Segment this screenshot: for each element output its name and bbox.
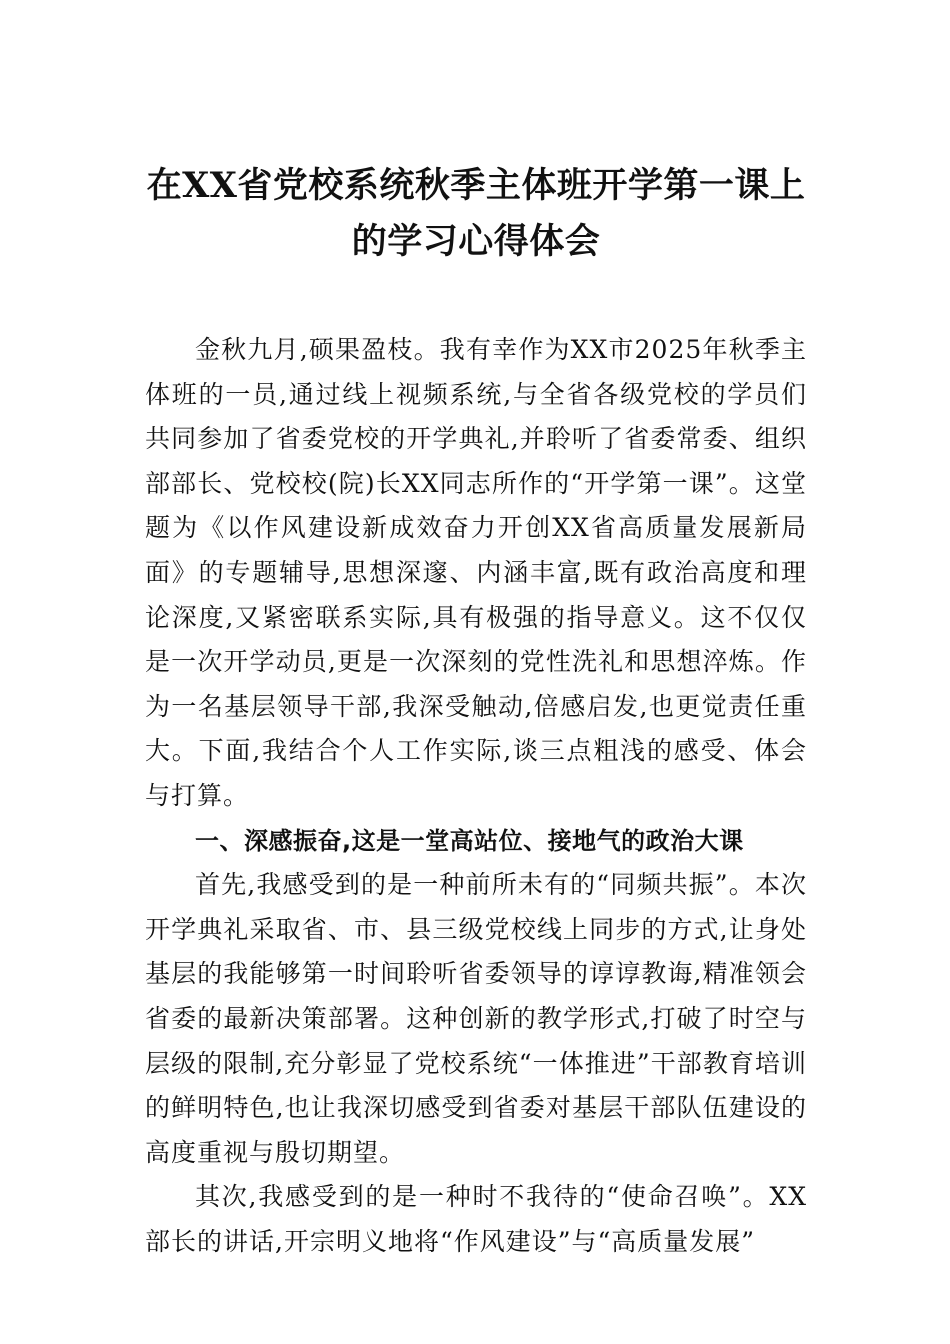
intro-paragraph: 金秋九月,硕果盈枝。我有幸作为XX市2025年秋季主体班的一员,通过线上视频系统,与全省各级党校的学员们共同参加了省委党校的开学典礼,并聆听了省委常委、组织部部长、党校校(院)长XX同志所作的“开学第一课”。这堂题为《以作风建设新成效奋力开创XX省高质量发展新局面》的专题辅导,思想深邃、内涵丰富,既有政治高度和理论深度,又紧密联系实际,具有极强的指导意义。这不仅仅是一次开学动员,更是一次深刻的党性洗礼和思想淬炼。作为一名基层领导干部,我深受触动,倍感启发,也更觉责任重大。下面,我结合个人工作实际,谈三点粗浅的感受、体会与打算。 (145, 335, 807, 810)
document-body (145, 328, 807, 1264)
section-paragraph-1: 首先,我感受到的是一种前所未有的“同频共振”。本次开学典礼采取省、市、县三级党校线上同步的方式,让身处基层的我能够第一时间聆听省委领导的谆谆教诲,精准领会省委的最新决策部署。这种创新的教学形式,打破了时空与层级的限制,充分彰显了党校系统“一体推进”干部教育培训的鲜明特色,也让我深切感受到省委对基层干部队伍建设的高度重视与殷切期望。 (145, 870, 807, 1167)
document-title: 在XX省党校系统秋季主体班开学第一课上的学习心得体会 (146, 165, 806, 262)
section-paragraph-2: 其次,我感受到的是一种时不我待的“使命召唤”。XX部长的讲话,开宗明义地将“作风建设”与“高质量发展” (145, 1182, 807, 1256)
section-heading-1: 一、深感振奋,这是一堂高站位、接地气的政治大课 (195, 826, 744, 855)
